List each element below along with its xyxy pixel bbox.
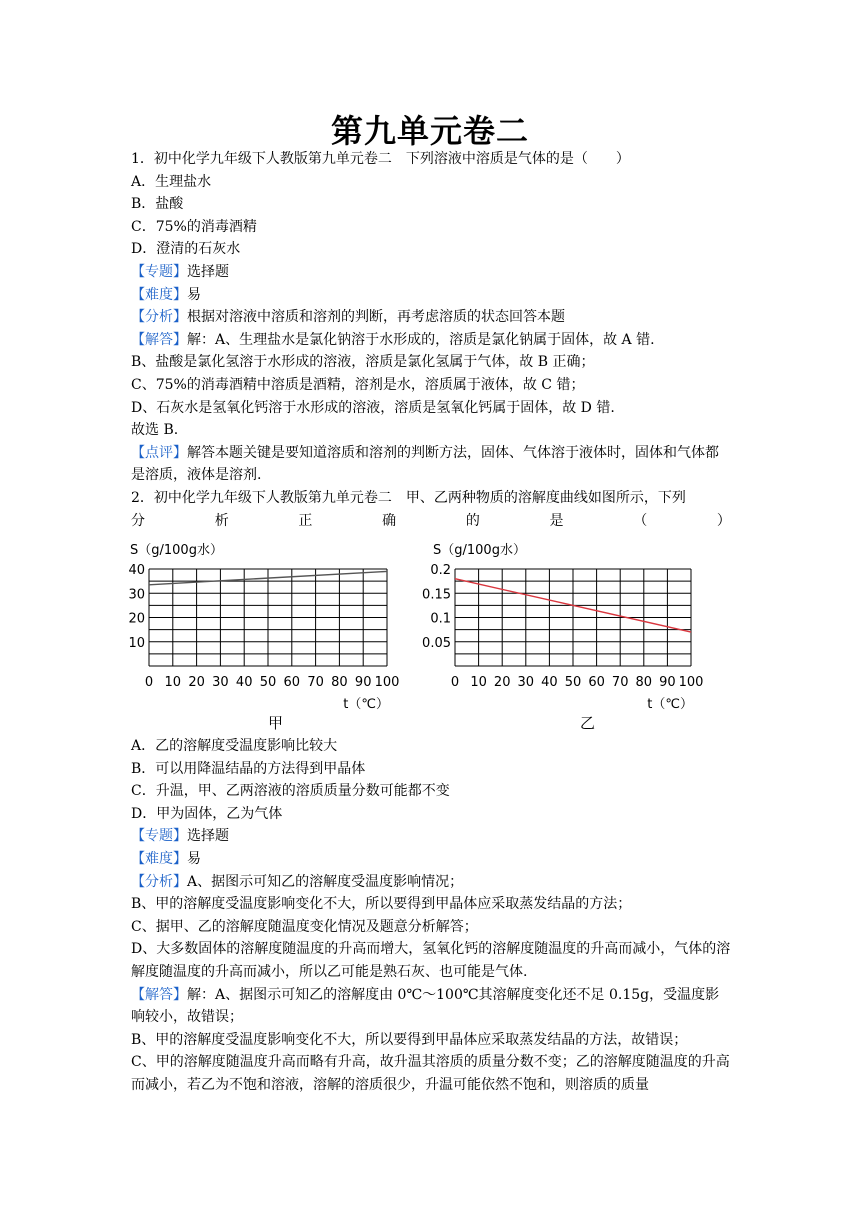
stem-char: 析 xyxy=(214,512,229,529)
y-axis-label: S（g/100g水） xyxy=(130,543,223,558)
q2-stem-line-1: 2．初中化学九年级下人教版第九单元卷二 甲、乙两种物质的溶解度曲线如图所示，下列 xyxy=(131,489,686,506)
q2-analysis xyxy=(131,871,731,894)
chart-caption-jia: 甲 xyxy=(268,714,284,732)
stem-char: 分 xyxy=(131,512,145,529)
q2-analysis-line: B、甲的溶解度受温度影响变化不大，所以要得到甲晶体应采取蒸发结晶的方法； xyxy=(131,896,632,913)
topic-tag: 【专题】 xyxy=(131,263,187,280)
y-tick-label: 40 xyxy=(128,563,145,578)
y-tick-label: 10 xyxy=(128,635,145,651)
q2-answer-line: C、甲的溶解度随温度升高而略有升高，故升温其溶质的质量分数不变；乙的溶解度随温度的升高而减小，若乙为不饱和溶液，溶解的溶质很少，升温可能依然不饱和，则溶质的质量 xyxy=(131,1054,730,1093)
y-tick-label: 0.2 xyxy=(430,563,451,578)
q2-stem-line-2 xyxy=(131,510,731,533)
y-tick-label: 30 xyxy=(128,587,145,603)
analysis-text: 根据对溶液中溶质和溶剂的判断，再考虑溶质的状态回答本题 xyxy=(187,309,565,326)
stem-char: 正 xyxy=(298,512,313,529)
q2-topic xyxy=(131,825,731,848)
x-tick-label: 20 xyxy=(188,675,205,690)
q2-option-d: D．甲为固体，乙为气体 xyxy=(131,805,283,822)
y-tick-label: 0.1 xyxy=(430,611,451,627)
q2-analysis-line: C、据甲、乙的溶解度随温度变化情况及题意分析解答； xyxy=(131,918,478,935)
q1-option-d: D．澄清的石灰水 xyxy=(131,241,241,258)
q1-answer-line: D、石灰水是氢氧化钙溶于水形成的溶液，溶质是氢氧化钙属于固体，故 D 错. xyxy=(131,399,615,416)
q1-difficulty xyxy=(131,284,731,307)
x-tick-label: 30 xyxy=(517,675,535,690)
question-2 xyxy=(131,735,731,1097)
analysis-text: A、据图示可知乙的溶解度受温度影响情况； xyxy=(187,873,464,890)
stem-char: 是 xyxy=(549,512,564,529)
x-tick-label: 90 xyxy=(659,675,676,690)
difficulty-value: 易 xyxy=(187,850,201,867)
x-tick-label: 60 xyxy=(283,675,301,690)
answer-text: 解：A、据图示可知乙的溶解度由 0℃～100℃其溶解度变化还不足 0.15g，受温度影响较小，故错误； xyxy=(131,986,720,1026)
solubility-chart-jia xyxy=(125,536,415,736)
x-tick-label: 10 xyxy=(164,675,182,690)
y-tick-label: 0.15 xyxy=(422,587,451,603)
page-title: 第九单元卷二 xyxy=(330,112,529,150)
x-tick-label: 40 xyxy=(235,675,253,690)
stem-char: ） xyxy=(716,512,731,529)
q1-option-b: B．盐酸 xyxy=(131,196,184,213)
chart-caption-yi: 乙 xyxy=(580,714,596,732)
y-tick-label: 0.05 xyxy=(422,635,451,651)
x-tick-label: 50 xyxy=(564,675,582,690)
x-tick-label: 70 xyxy=(307,675,324,690)
x-tick-label: 60 xyxy=(588,675,605,690)
q1-topic xyxy=(131,261,731,284)
q1-option-c: C．75%的消毒酒精 xyxy=(131,218,257,235)
analysis-tag: 【分析】 xyxy=(131,309,187,326)
q2-option-a: A．乙的溶解度受温度影响比较大 xyxy=(131,738,338,754)
difficulty-tag: 【难度】 xyxy=(131,286,187,303)
x-tick-label: 70 xyxy=(611,675,629,690)
difficulty-value: 易 xyxy=(187,286,201,303)
q1-comment xyxy=(131,442,731,487)
answer-tag: 【解答】 xyxy=(131,331,187,348)
q2-option-b: B．可以用降温结晶的方法得到甲晶体 xyxy=(131,760,366,777)
q1-answer-line: C、75%的消毒酒精中溶质是酒精，溶剂是水，溶质属于液体，故 C 错； xyxy=(131,376,585,393)
x-tick-label: 80 xyxy=(635,675,653,690)
solubility-charts xyxy=(125,536,725,736)
x-axis-label: t（℃） xyxy=(647,697,693,712)
q1-answer-line: 故选 B. xyxy=(131,422,179,439)
analysis-tag: 【分析】 xyxy=(131,873,187,890)
comment-text: 解答本题关键是要知道溶质和溶剂的判断方法，固体、气体溶于液体时，固体和气体都是溶质，液体是溶剂. xyxy=(131,444,719,484)
q1-option-a: A．生理盐水 xyxy=(131,173,212,190)
x-tick-label: 0 xyxy=(450,675,460,690)
q1-answer xyxy=(131,329,731,352)
question-1 xyxy=(131,148,731,532)
stem-char: 确 xyxy=(382,512,397,529)
q2-answer xyxy=(131,984,731,1029)
q2-difficulty xyxy=(131,848,731,871)
x-tick-label: 20 xyxy=(493,675,511,690)
stem-char: （ xyxy=(633,512,648,529)
x-tick-label: 30 xyxy=(212,675,229,690)
y-tick-label: 20 xyxy=(128,611,145,627)
topic-value: 选择题 xyxy=(187,828,229,845)
answer-text: 解：A、生理盐水是氯化钠溶于水形成的，溶质是氯化钠属于固体，故 A 错. xyxy=(187,331,655,348)
q1-analysis xyxy=(131,306,731,329)
y-axis-label: S（g/100g水） xyxy=(433,543,526,558)
difficulty-tag: 【难度】 xyxy=(131,850,187,867)
x-tick-label: 100 xyxy=(678,675,704,690)
x-tick-label: 0 xyxy=(144,675,154,690)
q2-analysis-line: D、大多数固体的溶解度随温度的升高而增大，氢氧化钙的溶解度随温度的升高而减小，气体的溶解度随温度的升高而减小，所以乙可能是熟石灰、也可能是气体. xyxy=(131,941,731,980)
q2-answer-line: B、甲的溶解度受温度影响变化不大，所以要得到甲晶体应采取蒸发结晶的方法，故错误； xyxy=(131,1031,688,1048)
x-tick-label: 40 xyxy=(541,675,558,690)
answer-tag: 【解答】 xyxy=(131,986,187,1003)
topic-tag: 【专题】 xyxy=(131,828,187,845)
stem-char: 的 xyxy=(465,512,480,529)
q2-option-c: C．升温，甲、乙两溶液的溶质质量分数可能都不变 xyxy=(131,783,450,800)
x-tick-label: 10 xyxy=(470,675,487,690)
x-tick-label: 50 xyxy=(259,675,277,690)
x-tick-label: 100 xyxy=(374,675,400,690)
solubility-chart-yi xyxy=(422,536,725,736)
x-tick-label: 80 xyxy=(331,675,348,690)
x-tick-label: 90 xyxy=(354,675,372,690)
comment-tag: 【点评】 xyxy=(131,444,187,461)
x-axis-label: t（℃） xyxy=(343,697,389,712)
topic-value: 选择题 xyxy=(187,263,229,280)
q1-answer-line: B、盐酸是氯化氢溶于水形成的溶液，溶质是氯化氢属于气体，故 B 正确； xyxy=(131,354,595,371)
q1-stem: 1．初中化学九年级下人教版第九单元卷二 下列溶液中溶质是气体的是（ ） xyxy=(131,151,630,167)
